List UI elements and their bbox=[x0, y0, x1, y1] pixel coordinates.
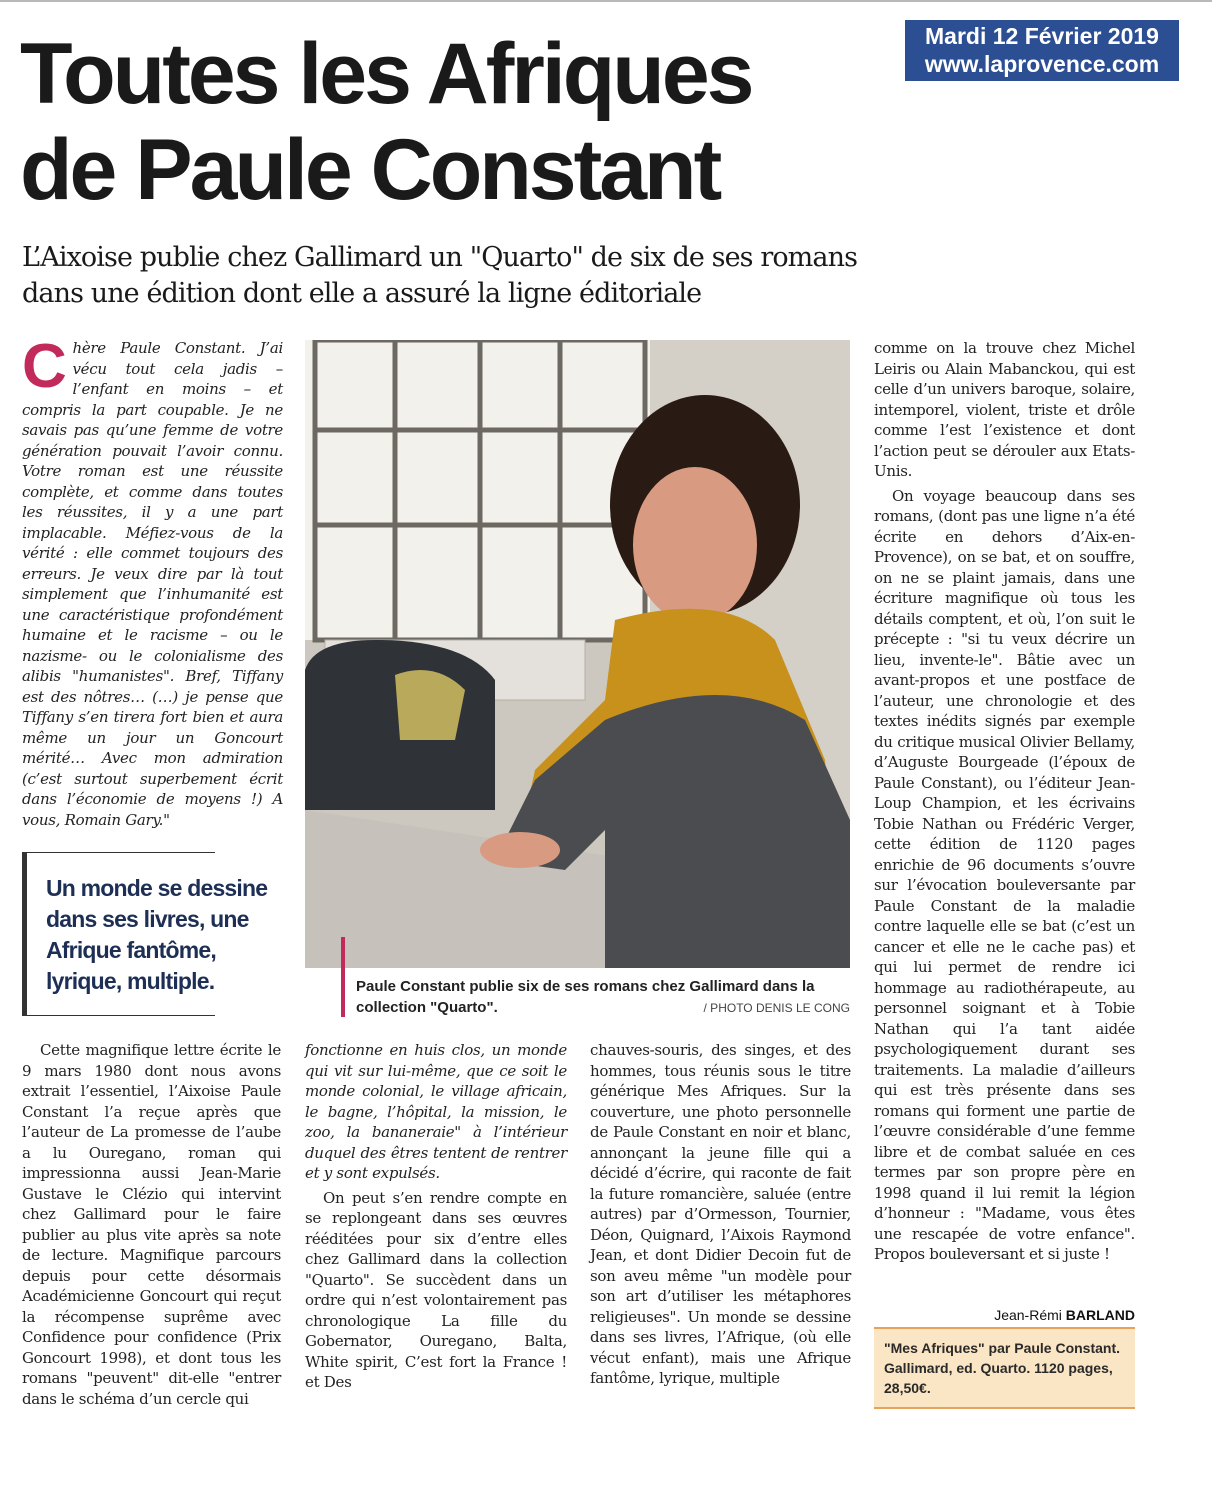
book-info-line-2: Gallimard, ed. Quarto. 1120 pages, bbox=[884, 1360, 1113, 1376]
body-paragraph: Cette magnifique lettre écrite le 9 mars 1980 dont nous avons extrait l’essentiel, l’Aixoise Paule Constant l’a reçue après que l’auteur de La promesse de l’aube a lu Ouregano, roman qui impressionna aussi Jean-Marie Gustave le Clézio qui intervint chez Gallimard pour le faire publier au plus vite après sa note de lecture. Magnifique parcours depuis pour cette désormais Académicienne Goncourt qui reçut la récompense suprême avec Confidence pour confidence (Prix Goncourt 1998), et dont tous les romans "peuvent" dit-elle "entrer dans le schéma d’un cercle qui bbox=[22, 1041, 281, 1408]
photo-credit: / PHOTO DENIS LE CONG bbox=[703, 1001, 850, 1015]
body-column-4 bbox=[874, 338, 1135, 1265]
top-rule bbox=[0, 0, 1212, 2]
headline bbox=[20, 26, 890, 218]
body-column-1 bbox=[22, 1040, 281, 1409]
signature-last-name: BARLAND bbox=[1065, 1307, 1135, 1323]
author-photo-illustration bbox=[305, 340, 850, 968]
subheadline-line-1: L’Aixoise publie chez Gallimard un "Quarto" de six de ses romans bbox=[22, 242, 858, 273]
body-paragraph: fonctionne en huis clos, un monde qui vit sur lui-même, que ce soit le monde colonial, le village africain, le bagne, l’hôpital, la mission, le zoo, la bananeraie" à l’intérieur duquel des êtres tentent de rentrer et y sont expulsés. bbox=[305, 1041, 567, 1182]
body-column-2 bbox=[305, 1040, 567, 1393]
subheadline bbox=[22, 240, 1022, 312]
book-info-line-1: "Mes Afriques" par Paule Constant. bbox=[884, 1340, 1121, 1356]
pull-quote-line-1: Un monde se dessine bbox=[46, 875, 268, 901]
body-paragraph: chauves-souris, des singes, et des hommes, tous réunis sous le titre générique Mes Afriques. Sur la couverture, une photo personnelle de Paule Constant en noir et blanc, annonçant la jeune fille qui a décidé d’écrire, qui raconte de fait la future romancière, saluée (entre autres) par d’Ormesson, Tournier, Déon, Quignard, l’Aixois Raymond Jean, et dont Didier Decoin fut de son aveu même "un modèle pour son art d’utiliser les métaphores religieuses". Un monde se dessine dans ses livres, l’Afrique, (où elle vécut enfant), mais une Afrique fantôme, lyrique, multiple bbox=[590, 1041, 851, 1387]
pull-quote-line-2: dans ses livres, une bbox=[46, 906, 249, 932]
body-paragraph: comme on la trouve chez Michel Leiris ou Alain Mabanckou, qui est celle d’un univers baroque, solaire, intemporel, violent, triste et drôle comme l’est l’existence et dont l’action peut se dérouler aux Etats-Unis. bbox=[874, 339, 1135, 480]
subheadline-line-2: dans une édition dont elle a assuré la ligne éditoriale bbox=[22, 278, 702, 309]
gary-letter bbox=[22, 332, 283, 830]
signature-first-name: Jean-Rémi bbox=[994, 1307, 1062, 1323]
pull-quote-line-4: lyrique, multiple. bbox=[46, 968, 215, 994]
pull-quote-line-3: Afrique fantôme, bbox=[46, 937, 216, 963]
date-header bbox=[905, 20, 1179, 81]
book-info-box bbox=[874, 1327, 1135, 1409]
body-paragraph: On voyage beaucoup dans ses romans, (dont pas une ligne n’a été écrite en dehors d’Aix-en-Provence), on se bat, et on souffre, on ne se plaint jamais, dans une écriture magnifique où tous les détails comptent, et où, l’on suit le précepte : "si tu veux décrire un lieu, invente-le". Bâtie avec un avant-propos et une postface de l’auteur, une chronologie et des textes inédits signés par exemple du critique musical Olivier Bellamy, d’Auguste Bourgeade (l’époux de Paule Constant), ou l’éditeur Jean-Loup Champion, et les écrivains Tobie Nathan ou Frédéric Verger, cette édition de 1120 pages enrichie de 96 documents s’ouvre sur l’évocation bouleversante par Paule Constant de la maladie contre laquelle elle se bat (c’est un cancer et elle ne le cache pas) et qui lui permet de rendre ici hommage au radiothérapeute, au personnel soignant et à Tobie Nathan qui l’a tant aidée psychologiquement durant ses traitements. La maladie d’ailleurs qui est très présente dans ses romans qui forment une partie de l’œuvre considérable d’une femme libre et de combat saluée en ces termes par son propre père en 1998 quand il lui remit la légion d’honneur : "Madame, vous êtes une rescapée de votre enfance". Propos bouleversant et si juste ! bbox=[874, 486, 1135, 1263]
photo-caption: Paule Constant publie six de ses romans chez Gallimard dans la collection "Quarto". bbox=[356, 978, 815, 1016]
body-column-3 bbox=[590, 1040, 851, 1389]
body-paragraph: On peut s’en rendre compte en se replongeant dans ses œuvres rééditées pour six d’entre elles chez Gallimard dans la collection "Quarto". Se succèdent dans un ordre qui n’est volontairement pas chronologique La fille du Gobernator, Ouregano, Balta, White spirit, C’est fort la France ! et Des bbox=[305, 1188, 567, 1391]
publication-date: Mardi 12 Février 2019 bbox=[925, 23, 1159, 49]
pull-quote bbox=[22, 852, 268, 1016]
website-link[interactable]: www.laprovence.com bbox=[924, 51, 1160, 77]
author-signature bbox=[874, 1307, 1135, 1323]
drop-cap: C bbox=[22, 332, 67, 401]
headline-line-1: Toutes les Afriques bbox=[20, 26, 752, 122]
book-info-line-3: 28,50€. bbox=[884, 1380, 931, 1396]
caption-accent-bar bbox=[341, 937, 345, 1017]
letter-text: hère Paule Constant. J’ai vécu tout cela jadis – l’enfant en moins – et compris la part coupable. Je ne savais pas qu’une femme de votre génération pouvait l’avoir connu. Votre roman est une réussite complète, et comme dans toutes les réussites, il y a une part implacable. Méfiez-vous de la vérité : elle commet toujours des erreurs. Je veux dire par là tout simplement que l’inhumanité est une caractéristique profondément humaine et le racisme – ou le nazisme- ou le colonialisme des alibis "humanistes". Bref, Tiffany est des nôtres… (…) je pense que Tiffany s’en tirera fort bien et aura même un jour un Goncourt mérité… Avec mon admiration (c’est surtout superbement écrit dans l’économie de moyens !) A vous, Romain Gary." bbox=[22, 339, 283, 829]
letter-paragraph bbox=[22, 332, 283, 830]
author-photo bbox=[305, 340, 850, 968]
headline-line-2: de Paule Constant bbox=[20, 122, 720, 218]
